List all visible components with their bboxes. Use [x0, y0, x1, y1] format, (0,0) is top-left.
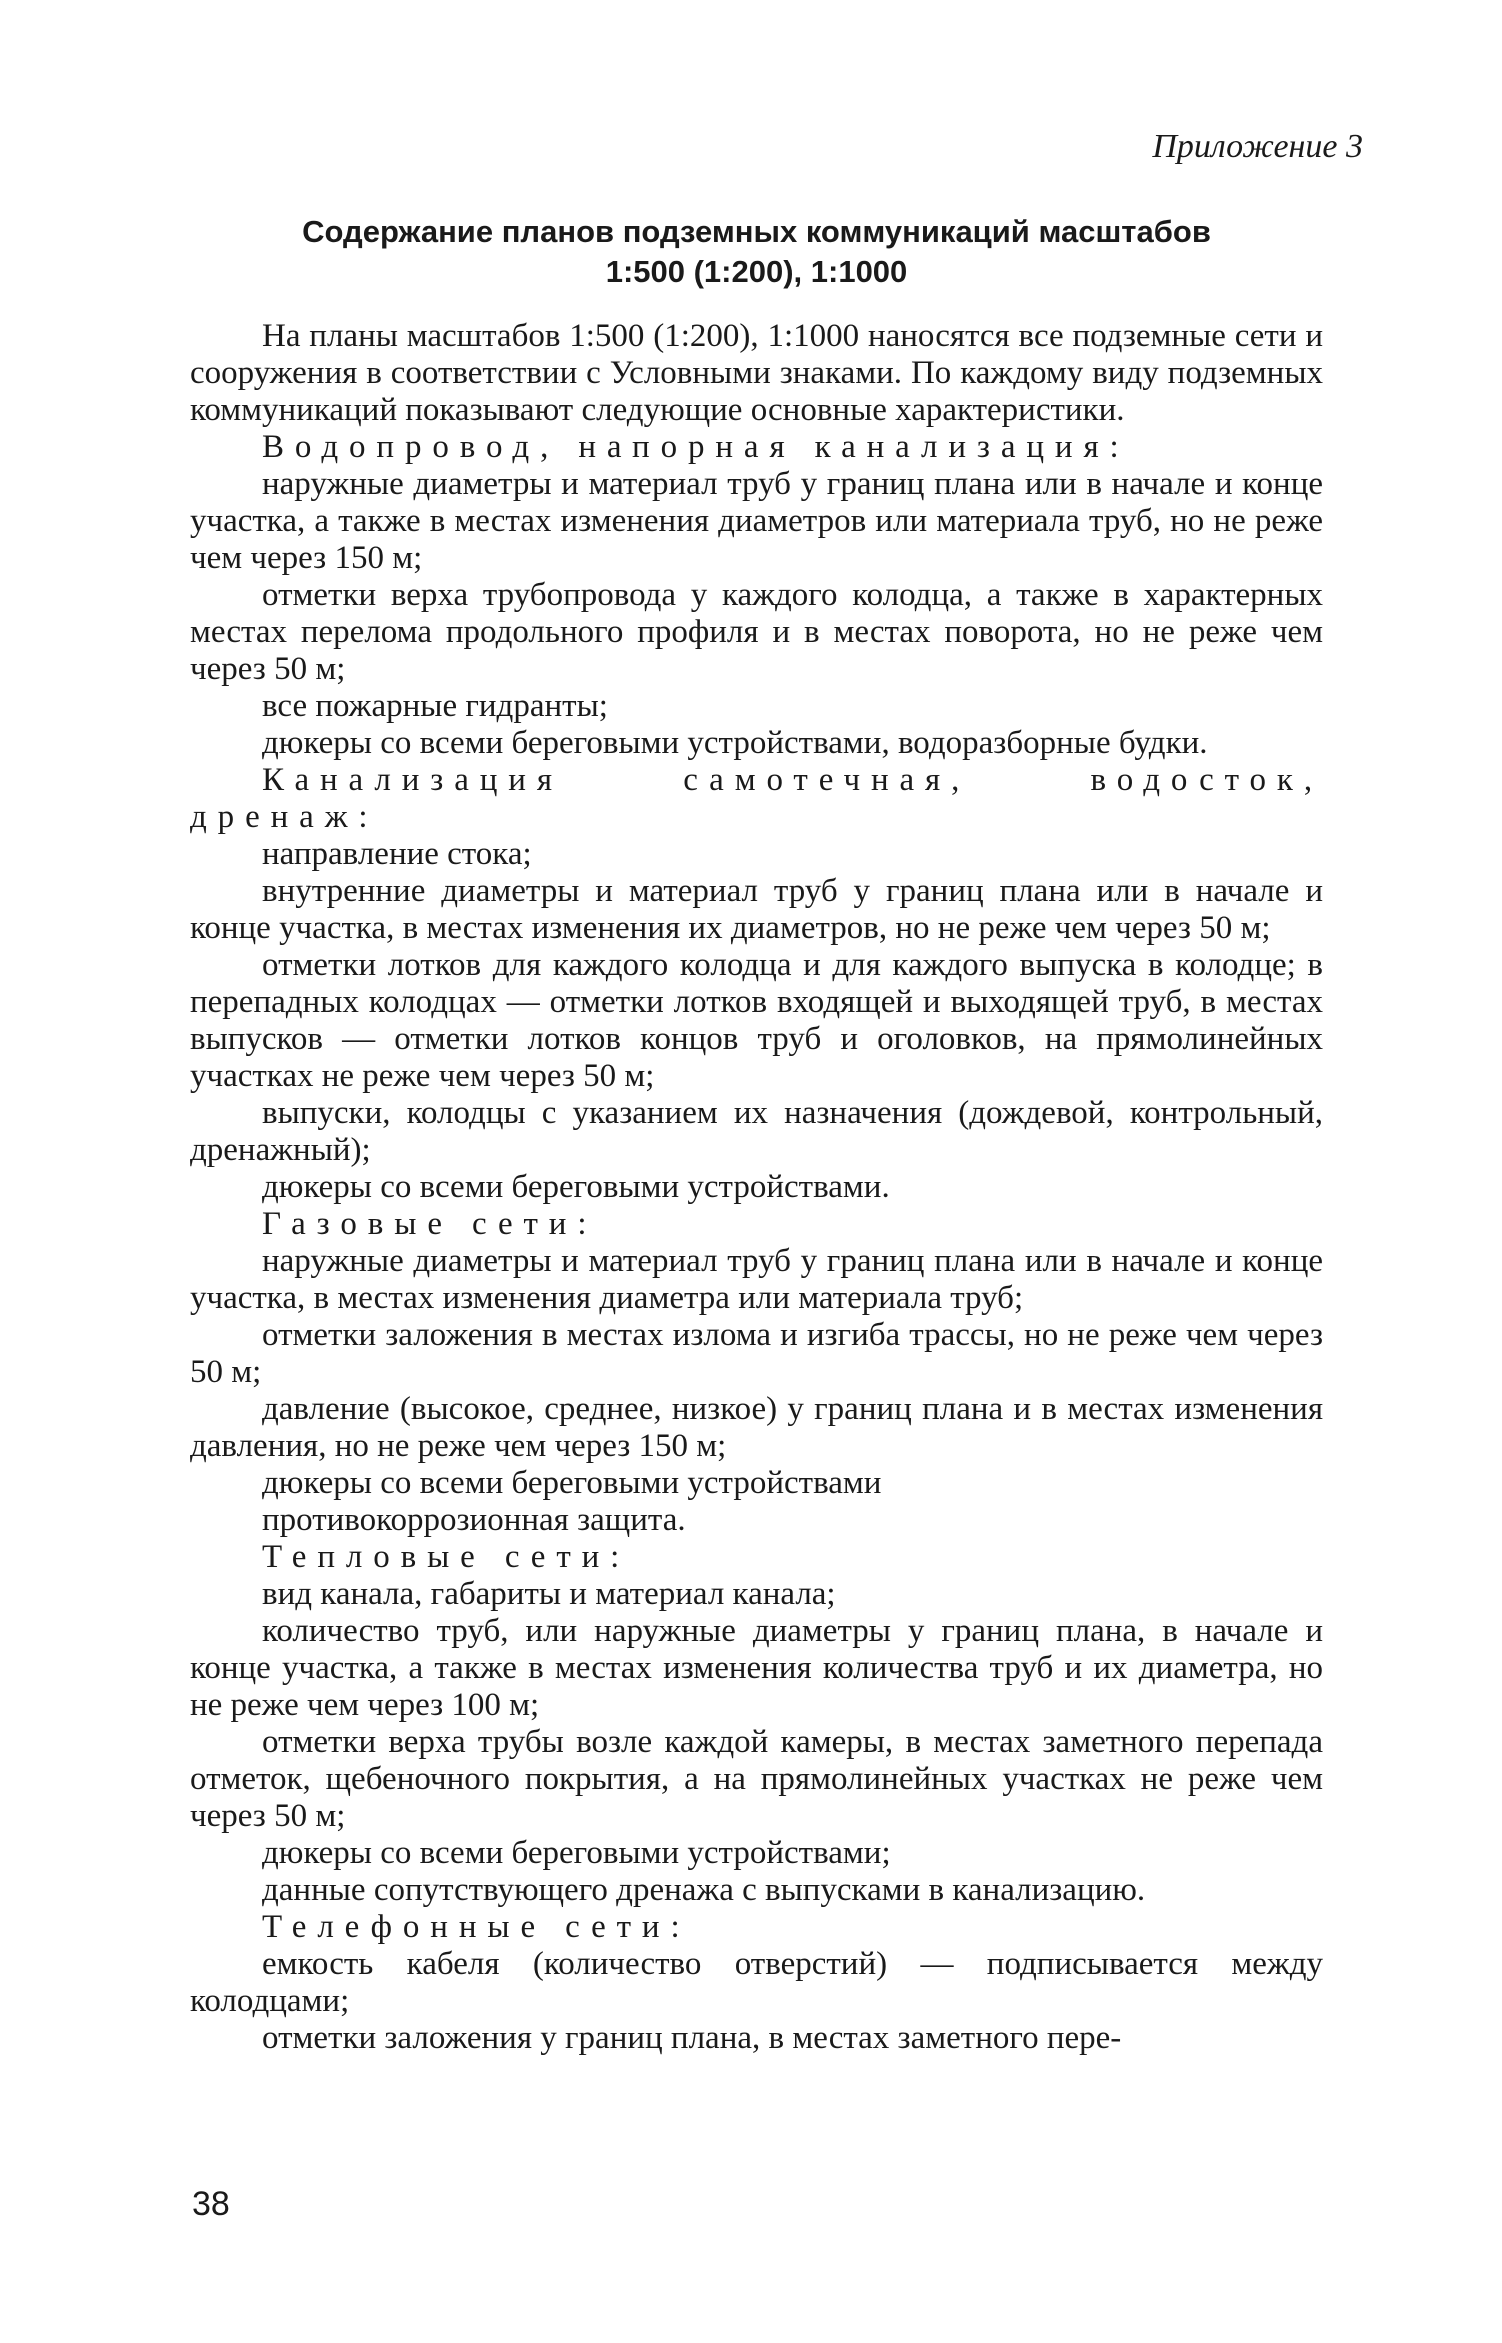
- paragraph: дюкеры со всеми береговыми устройствами.: [262, 1169, 890, 1205]
- title-line-2: 1:500 (1:200), 1:1000: [605, 254, 908, 289]
- paragraph: количество труб, или наружные диаметры у границ плана, в начале и конце участка, а также в местах изменения количества труб и их диаметра, но не реже чем через 100 м;: [190, 1613, 1323, 1723]
- section-heading-gas: Газовые сети:: [262, 1206, 598, 1242]
- section-heading-heat: Тепловые сети:: [262, 1539, 631, 1575]
- paragraph: выпуски, колодцы с указанием их назначения (дождевой, контрольный, дренажный);: [190, 1095, 1323, 1168]
- paragraph: вид канала, габариты и материал канала;: [262, 1576, 836, 1612]
- paragraph: дюкеры со всеми береговыми устройствами: [262, 1465, 882, 1501]
- paragraph: все пожарные гидранты;: [262, 688, 608, 724]
- page-number: 38: [192, 2185, 230, 2223]
- paragraph: дюкеры со всеми береговыми устройствами, водоразборные будки.: [262, 725, 1208, 761]
- paragraph: данные сопутствующего дренажа с выпусками в канализацию.: [262, 1872, 1146, 1908]
- paragraph: наружные диаметры и материал труб у границ плана или в начале и конце участка, в местах изменения диаметра или материала труб;: [190, 1243, 1323, 1316]
- paragraph: отметки верха трубопровода у каждого колодца, а также в характерных местах перелома продольного профиля и в местах поворота, но не реже чем через 50 м;: [190, 577, 1323, 687]
- section-heading-phone: Телефонные сети:: [262, 1909, 691, 1945]
- paragraph: отметки заложения в местах излома и изгиба трассы, но не реже чем через 50 м;: [190, 1317, 1323, 1390]
- page-title: [190, 212, 1323, 292]
- paragraph: емкость кабеля (количество отверстий) — подписывается между колодцами;: [190, 1946, 1323, 2019]
- intro-paragraph: На планы масштабов 1:500 (1:200), 1:1000 наносятся все подземные сети и сооружения в соответствии с Условными знаками. По каждому виду подземных коммуникаций показывают следующие основные характеристики.: [190, 318, 1323, 428]
- paragraph: отметки заложения у границ плана, в местах заметного пере-: [262, 2020, 1122, 2056]
- paragraph: дюкеры со всеми береговыми устройствами;: [262, 1835, 891, 1871]
- section-heading-sewer: Канализация самотечная, водосток, дренаж:: [190, 762, 1323, 835]
- section-heading-water: Водопровод, напорная канализация:: [262, 429, 1130, 465]
- paragraph: наружные диаметры и материал труб у границ плана или в начале и конце участка, а также в местах изменения диаметров или материала труб, но не реже чем через 150 м;: [190, 466, 1323, 576]
- appendix-label: Приложение 3: [1152, 128, 1363, 165]
- paragraph: противокоррозионная защита.: [262, 1502, 686, 1538]
- paragraph: внутренние диаметры и материал труб у границ плана или в начале и конце участка, в местах изменения их диаметров, но не реже чем через 50 м;: [190, 873, 1323, 946]
- paragraph: отметки верха трубы возле каждой камеры, в местах заметного перепада отметок, щебеночного покрытия, а на прямолинейных участках не реже чем через 50 м;: [190, 1724, 1323, 1834]
- body-text: [190, 318, 1323, 2057]
- paragraph: давление (высокое, среднее, низкое) у границ плана и в местах изменения давления, но не реже чем через 150 м;: [190, 1391, 1323, 1464]
- paragraph: отметки лотков для каждого колодца и для каждого выпуска в колодце; в перепадных колодцах — отметки лотков входящей и выходящей труб, в местах выпусков — отметки лотков концов труб и оголовков, на прямолинейных участках не реже чем через 50 м;: [190, 947, 1323, 1094]
- paragraph: направление стока;: [262, 836, 532, 872]
- title-line-1: Содержание планов подземных коммуникаций масштабов: [302, 214, 1211, 249]
